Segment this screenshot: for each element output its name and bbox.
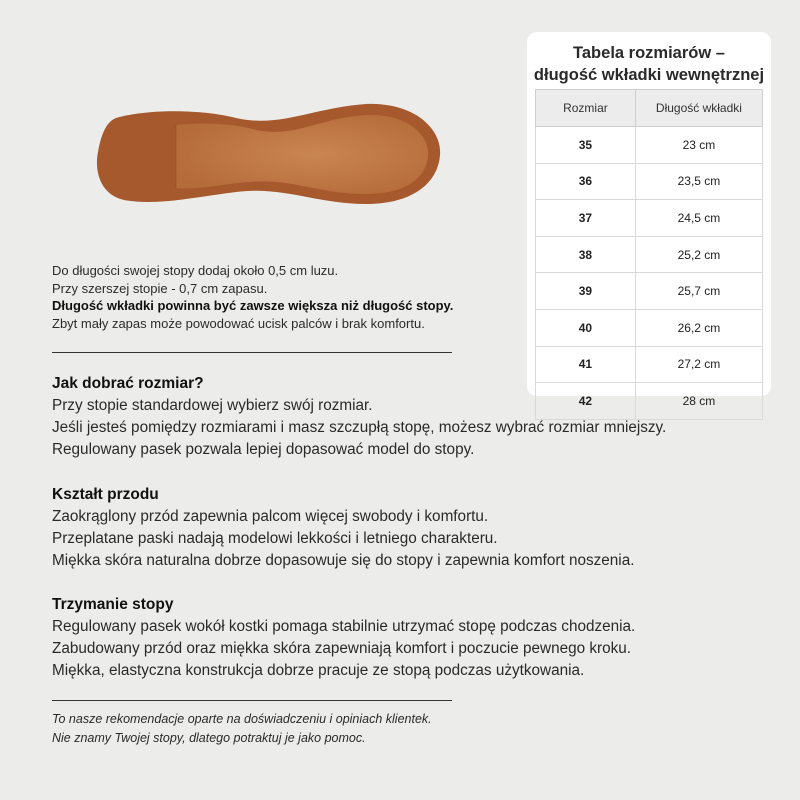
- cell-length: 27,2 cm: [635, 346, 762, 383]
- section-heading: Kształt przodu: [52, 486, 159, 503]
- cell-size: 39: [536, 273, 636, 310]
- section-line: Miękka skóra naturalna dobrze dopasowuje się do stopy i zapewnia komfort noszenia.: [52, 552, 635, 569]
- table-row: [536, 127, 763, 164]
- header-insole-length: Długość wkładki: [635, 90, 762, 127]
- section-line: Przeplatane paski nadają modelowi lekkości i letniego charakteru.: [52, 530, 498, 547]
- section-toe-shape: [52, 484, 772, 572]
- divider-bottom: [52, 700, 452, 701]
- fit-note-bold-line: Długość wkładki powinna być zawsze większa niż długość stopy.: [52, 298, 454, 314]
- cell-size: 36: [536, 163, 636, 200]
- cell-length: 25,2 cm: [635, 236, 762, 273]
- header-size: Rozmiar: [536, 90, 636, 127]
- table-row: [536, 236, 763, 273]
- table-row: [536, 200, 763, 237]
- insole-image: [96, 100, 441, 210]
- disclaimer-line: Nie znamy Twojej stopy, dlatego potraktuj je jako pomoc.: [52, 730, 366, 745]
- table-row: [536, 163, 763, 200]
- table-row: [536, 273, 763, 310]
- size-chart-table: [535, 89, 763, 420]
- cell-size: 42: [536, 383, 636, 420]
- table-header-row: [536, 90, 763, 127]
- cell-size: 37: [536, 200, 636, 237]
- cell-size: 35: [536, 127, 636, 164]
- section-line: Regulowany pasek pozwala lepiej dopasować model do stopy.: [52, 441, 475, 458]
- section-line: Przy stopie standardowej wybierz swój rozmiar.: [52, 397, 373, 414]
- cell-size: 38: [536, 236, 636, 273]
- cell-length: 23,5 cm: [635, 163, 762, 200]
- section-line: Zabudowany przód oraz miękka skóra zapewniają komfort i poczucie pewnego kroku.: [52, 640, 632, 657]
- size-chart-card: [527, 32, 771, 408]
- cell-length: 28 cm: [635, 383, 762, 420]
- cell-length: 23 cm: [635, 127, 762, 164]
- size-chart-title: [527, 42, 771, 86]
- divider-top: [52, 352, 452, 353]
- section-line: Zaokrąglony przód zapewnia palcom więcej swobody i komfortu.: [52, 508, 489, 525]
- cell-length: 24,5 cm: [635, 200, 762, 237]
- size-chart-title-line2: długość wkładki wewnętrznej: [533, 66, 765, 84]
- section-foot-hold: [52, 594, 772, 682]
- cell-size: 40: [536, 309, 636, 346]
- fit-note-line: Do długości swojej stopy dodaj około 0,5 cm luzu.: [52, 263, 339, 278]
- cell-length: 25,7 cm: [635, 273, 762, 310]
- section-line: Regulowany pasek wokół kostki pomaga stabilnie utrzymać stopę podczas chodzenia.: [52, 618, 636, 635]
- cell-length: 26,2 cm: [635, 309, 762, 346]
- table-row: [536, 309, 763, 346]
- section-heading: Jak dobrać rozmiar?: [52, 375, 204, 392]
- fit-note-line: Przy szerszej stopie - 0,7 cm zapasu.: [52, 280, 268, 296]
- fit-note-line: Zbyt mały zapas może powodować ucisk palców i brak komfortu.: [52, 315, 425, 331]
- section-choose-size: [52, 373, 772, 461]
- size-chart-title-line1: Tabela rozmiarów –: [573, 44, 725, 62]
- section-line: Miękka, elastyczna konstrukcja dobrze pracuje ze stopą podczas użytkowania.: [52, 662, 585, 679]
- disclaimer-line: To nasze rekomendacje oparte na doświadczeniu i opiniach klientek.: [52, 712, 432, 726]
- section-line: Jeśli jesteś pomiędzy rozmiarami i masz szczupłą stopę, możesz wybrać rozmiar mniejszy.: [52, 419, 667, 436]
- section-heading: Trzymanie stopy: [52, 596, 174, 613]
- cell-size: 41: [536, 346, 636, 383]
- fit-note: [52, 262, 453, 332]
- disclaimer: [52, 710, 432, 747]
